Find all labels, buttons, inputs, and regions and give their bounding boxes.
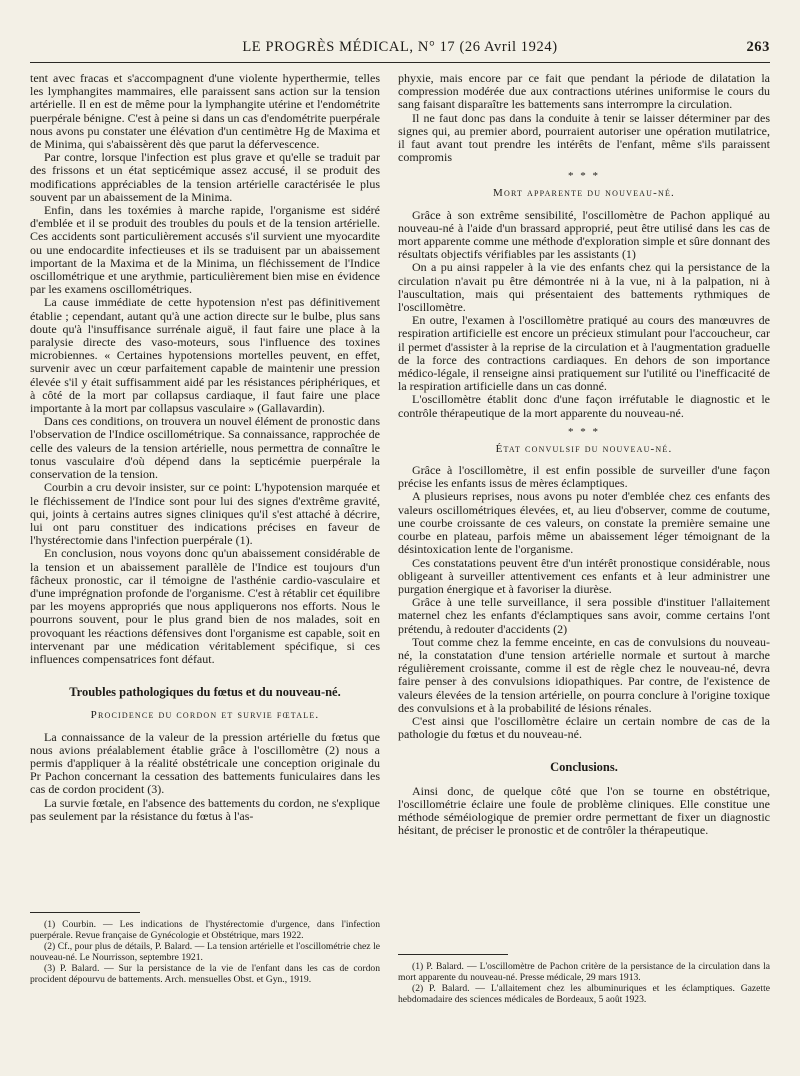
paragraph: phyxie, mais encore par ce fait que pendant la période de dilatation la compression modérée due aux contractions utérines uniformise le cours du sang faisant disparaître les battements sans interrompre la circulation. [398, 71, 770, 112]
paragraph: Ces constatations peuvent être d'un intérêt pronostique considérable, nous obligeant à surveiller attentivement ces enfants et à leur administrer une purgation énergique et à favoriser la diurèse. [398, 555, 770, 596]
paragraph: tent avec fracas et s'accompagnent d'une violente hyperthermie, telles les lymphangites mammaires, elle paraissent sans action sur la tension artérielle. Il en est de même pour la lymphangite utérine et l'endométrite puerpérale bénigne. C'est à peine si dans un cas d'endométrite puerpérale nous avons pu constater une élévation d'un centimètre Hg de Maxima et de Minima, qui s'abaissèrent dès que parut la défervescence. [30, 71, 380, 152]
footnote: (2) Cf., pour plus de détails, P. Balard. — La tension artérielle et l'oscillométrie chez le nouveau-né. Le Nourrisson, septembre 1921. [30, 941, 380, 963]
paragraph: Il ne faut donc pas dans la conduite à tenir se laisser déterminer par des signes qui, au premier abord, pourraient autoriser une opération mutilatrice, il faut avant tout prendre les intérêts de l'enfant, même s'ils paraissent compromis [398, 110, 770, 165]
footnotes [30, 902, 380, 985]
paragraph: En outre, l'examen à l'oscillomètre pratiqué au cours des manœuvres de respiration artificielle est encore un précieux stimulant pour l'accoucheur, car il permet d'assister à la reprise de la circulation et à l'augmentation graduelle de la force des contractions cardiaques. En dehors de son importance médico-légale, il renseigne ainsi pratiquement sur l'utilité ou l'inefficacité de la respiration artificielle dans un cas donné. [398, 313, 770, 394]
footnote: (1) Courbin. — Les indications de l'hystérectomie d'urgence, dans l'infection puerpérale. Revue française de Gynécologie et Obstétrique, mars 1922. [30, 919, 380, 941]
paragraph: La cause immédiate de cette hypotension n'est pas définitivement établie ; cependant, autant qu'à une action directe sur le bulbe, plus sans doute qu'à l'insuffisance surrénale aiguë, il faut faire une place à la paralysie directe des vaso-moteurs, sous l'influence des toxines microbiennes. « Certaines hypotensions mortelles peuvent, en effet, survenir avec un cœur parfaitement capable de maintenir une pression élevée s'il y était suffisamment aidé par les résistances périphériques, et à côté de la mort par collapsus cardiaque, il faut faire une place importante à la mort par collapsus vasculaire » (Gallavardin). [30, 295, 380, 416]
section-title: Troubles pathologiques du fœtus et du nouveau-né. [69, 685, 341, 700]
footnote: (1) P. Balard. — L'oscillomètre de Pachon critère de la persistance de la circulation dans la mort apparente du nouveau-né. Presse médicale, 29 mars 1913. [398, 961, 770, 983]
paragraph: Dans ces conditions, on trouvera un nouvel élément de pronostic dans l'observation de l'Indice oscillométrique. Sa connaissance, rapprochée de celle des valeurs de la tension artérielle, nous permettra de connaître le tonus vasculaire d'où dépend dans la septicémie puerpérale la conservation de la tension. [30, 414, 380, 482]
section-separator: * * * [568, 170, 600, 183]
journal-title: LE PROGRÈS MÉDICAL, N° 17 (26 Avril 1924) [242, 39, 558, 55]
footnote-divider [398, 954, 508, 955]
paragraph: On a pu ainsi rappeler à la vie des enfants chez qui la persistance de la circulation n'avait pu être démontrée ni à la vue, ni à la palpation, ni à l'auscultation, mais qui présentaient des battements rythmiques de l'oscillomètre. [398, 260, 770, 315]
paragraph: L'oscillomètre établit donc d'une façon irréfutable le diagnostic et le contrôle thérapeutique de la mort apparente du nouveau-né. [398, 392, 770, 420]
section-separator: * * * [568, 425, 600, 438]
right-column [398, 71, 770, 1005]
paragraph: La connaissance de la valeur de la pression artérielle du fœtus que nous avions préalablement établie grâce à l'oscillomètre (2) nous a permis d'appliquer à la réalité obstétricale une conception originale du Pr Pachon concernant la cessation des battements funiculaires dans les cas de cordon procident (3). [30, 729, 380, 797]
footnote: (2) P. Balard. — L'allaitement chez les albuminuriques et les éclamptiques. Gazette hebdomadaire des sciences médicales de Bordeaux, 5 août 1923. [398, 983, 770, 1005]
paragraph: C'est ainsi que l'oscillomètre éclaire un certain nombre de cas de la pathologie du fœtus et du nouveau-né. [398, 713, 770, 742]
paragraph: Grâce à l'oscillomètre, il est enfin possible de surveiller d'une façon précise les enfants issus de mères éclamptiques. [398, 463, 770, 491]
paragraph: Grâce à une telle surveillance, il sera possible d'instituer l'allaitement maternel chez les enfants d'éclamptiques sans avoir, comme certains l'ont prétendu, à redouter d'accidents (2) [398, 595, 770, 636]
paragraph: Grâce à son extrême sensibilité, l'oscillomètre de Pachon appliqué au nouveau-né à l'aide d'un brassard approprié, peut être utilisé dans les cas de mort apparente comme une méthode d'exploration simple et sûre donnant des résultats objectifs vérifiables par les assistants (1) [398, 207, 770, 262]
paragraph: A plusieurs reprises, nous avons pu noter d'emblée chez ces enfants des valeurs oscillométriques élevées, et, au lieu d'observer, comme de coutume, une courbe croissante de ces valeurs, on constate la première semaine une courbe en plateau, parfois même un abaissement léger témoignant de la désintoxication lente de l'organisme. [398, 489, 770, 557]
subsection-title: Mort apparente du nouveau-né. [492, 187, 676, 200]
running-header [30, 36, 770, 63]
paragraph: La survie fœtale, en l'absence des battements du cordon, ne s'explique pas seulement par la résistance du fœtus à l'as- [30, 795, 380, 823]
footnote: (3) P. Balard. — Sur la persistance de la vie de l'enfant dans les cas de cordon procident dépourvu de battements. Arch. mensuelles Obst. et Gyn., 1919. [30, 963, 380, 985]
paragraph: Enfin, dans les toxémies à marche rapide, l'organisme est sidéré d'emblée et il se produit des troubles du pouls et de la tension artérielle. Ces accidents sont particulièrement accusés s'il survient une myocardite ou une endocardite infectieuses et ils se traduisent par un abaissement important de la Maxima et de la Minima, un fléchissement de l'Indice oscillométrique et une arythmie, particulièrement bien mise en évidence par les examens oscillométriques. [30, 203, 380, 297]
left-column [30, 71, 380, 985]
paragraph: Courbin a cru devoir insister, sur ce point: L'hypotension marquée et le fléchissement de l'Indice sont pour lui des signes d'extrême gravité, qui, joints à certains autres signes cliniques qu'il s'est attaché à décrire, lui ont paru constituer des indications précises en faveur de l'hystérectomie dans l'infection puerpérale (1). [30, 480, 380, 548]
subsection-title: État convulsif du nouveau-né. [495, 442, 673, 455]
page-number: 263 [746, 39, 770, 55]
paragraph: En conclusion, nous voyons donc qu'un abaissement considérable de la tension et un abaissement parallèle de l'Indice est toujours d'un fâcheux pronostic, car il témoigne de l'asthénie cardio-vasculaire et d'une imprégnation profonde de l'organisme. C'est à rétablir cet équilibre par les moyens appropriés que nous appliquerons nos efforts. Nous le pourrons souvent, pour le plus grand bien de nos malades, soit en provoquant les réactions défensives dont l'organisme est capable, soit en intervenant par une médication véritablement spécifique, si ces influences compensatrices font défaut. [30, 546, 380, 666]
paragraph: Tout comme chez la femme enceinte, en cas de convulsions du nouveau-né, la constatation d'une tension artérielle normale et surtout à marche régulièrement croissante, comme il est de règle chez le nouveau-né, devra faire penser à des convulsions idiopathiques. Par contre, de l'existence de valeurs élevées de la tension artérielle, on pourra conclure à l'origine toxique des convulsions et à la probabilité de lésions rénales. [398, 634, 770, 715]
paragraph: Ainsi donc, de quelque côté que l'on se tourne en obstétrique, l'oscillométrie éclaire une foule de problème cliniques. Elle constitue une méthode séméiologique de premier ordre permettant de fixer un diagnostic hésitant, de préciser le pronostic et de contrôler la thérapeutique. [398, 783, 770, 838]
section-title: Conclusions. [550, 760, 618, 775]
footnotes [398, 944, 770, 1005]
subsection-title: Procidence du cordon et survie fœtale. [90, 709, 320, 722]
paragraph: Par contre, lorsque l'infection est plus grave et qu'elle se traduit par des frissons et un état septicémique assez accusé, il se produit des modifications appréciables de la tension artérielle caractérisée le plus souvent par un abaissement de la Minima. [30, 150, 380, 204]
footnote-divider [30, 912, 140, 913]
